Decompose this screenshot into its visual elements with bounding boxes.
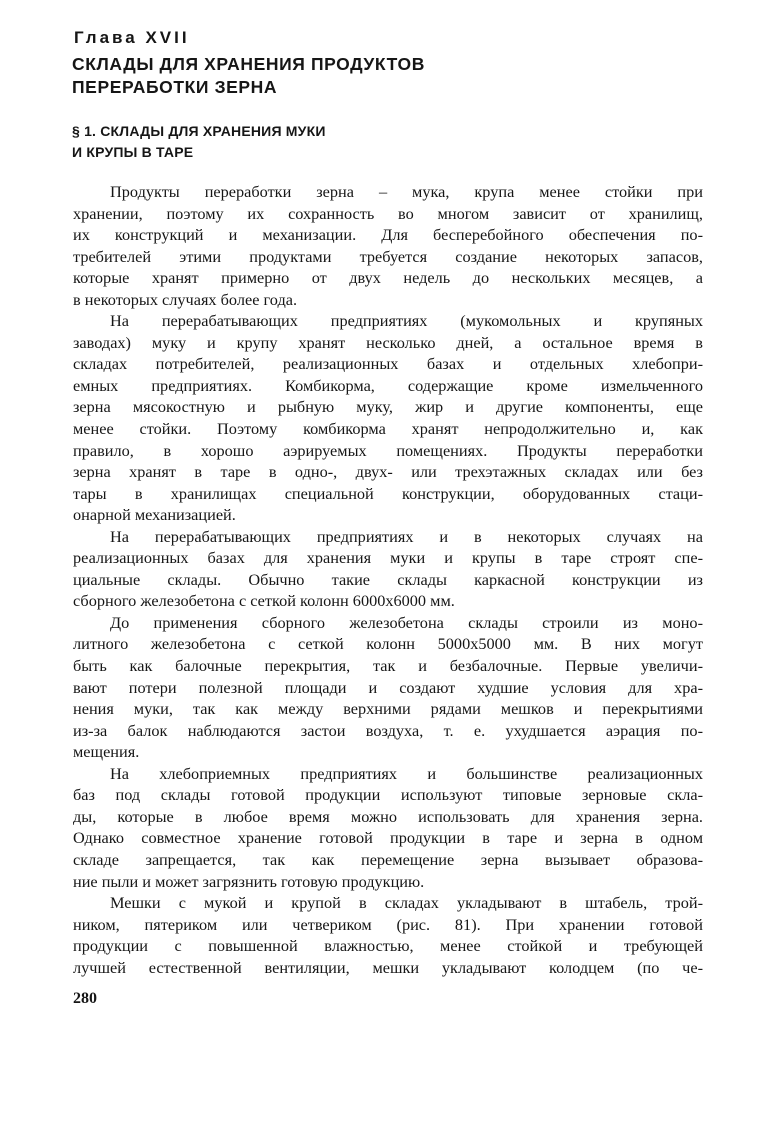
text-line: ником, пятериком или четвериком (рис. 81). При хранении готовой [73,914,703,934]
text-line: которые хранят примерно от двух недель до нескольких месяцев, а [73,268,703,288]
section-title-line: И КРУПЫ В ТАРЕ [72,144,194,160]
paragraph [73,763,703,892]
text-line: Мешки с мукой и крупой в складах укладывают в штабель, трой- [110,893,703,913]
text-line: менее стойки. Поэтому комбикорма хранят непродолжительно и, как [73,419,703,439]
chapter-title [72,53,632,99]
text-line: хранении, поэтому их сохранность во многом зависит от хранилищ, [73,203,703,223]
text-line: продукции с повышенной влажностью, менее стойкой и требующей [73,936,703,956]
text-line: мещения. [73,742,140,762]
text-line: складах потребителей, реализационных базах и отдельных хлебопри- [73,354,703,374]
body-text [73,181,703,978]
text-line: На хлебоприемных предприятиях и большинстве реализационных [110,763,703,783]
paragraph [73,181,703,310]
chapter-label: Глава XVII [74,28,190,47]
section-title [72,121,632,163]
paragraph [73,310,703,525]
text-line: требителей этими продуктами требуется создание некоторых запасов, [73,246,703,266]
section-title-line: § 1. СКЛАДЫ ДЛЯ ХРАНЕНИЯ МУКИ [72,123,326,139]
text-line: из-за балок наблюдаются застои воздуха, т. е. ухудшается аэрация по- [73,720,703,740]
text-line: тары в хранилищах специальной конструкции, оборудованных стаци- [73,483,703,503]
chapter-title-line: ПЕРЕРАБОТКИ ЗЕРНА [72,77,278,97]
text-line: ды, которые в любое время можно использовать для хранения зерна. [73,806,703,826]
text-line: Продукты переработки зерна – мука, крупа менее стойки при [110,182,703,201]
chapter-title-line: СКЛАДЫ ДЛЯ ХРАНЕНИЯ ПРОДУКТОВ [72,54,425,74]
paragraph [73,526,703,612]
text-line: складе запрещается, так как перемещение зерна вызывает образова- [73,849,703,869]
paragraph [73,892,703,978]
text-line: На перерабатывающих предприятиях (мукомольных и крупяных [110,311,703,331]
text-line: в некоторых случаях более года. [73,289,298,309]
text-line: правило, в хорошо аэрируемых помещениях. Продукты переработки [73,440,703,460]
text-line: быть как балочные перекрытия, так и безбалочные. Первые увеличи- [73,656,703,676]
text-line: циальные склады. Обычно такие склады каркасной конструкции из [73,569,703,589]
paragraph [73,612,703,763]
text-line: заводах) муку и крупу хранят несколько дней, а остальное время в [73,332,703,352]
text-line: нения муки, так как между верхними рядами мешков и перекрытиями [73,699,703,719]
text-line: баз под склады готовой продукции используют типовые зерновые скла- [73,785,703,805]
page-number: 280 [73,990,97,1007]
text-line: Однако совместное хранение готовой продукции в таре и зерна в одном [73,828,703,848]
text-line: ние пыли и может загрязнить готовую продукцию. [73,871,425,891]
text-line: зерна мясокостную и рыбную муку, жир и другие компоненты, еще [73,397,703,417]
text-line: вают потери полезной площади и создают худшие условия для хра- [73,677,703,697]
text-line: емных предприятиях. Комбикорма, содержащие кроме измельченного [73,375,703,395]
text-line: На перерабатывающих предприятиях и в некоторых случаях на [110,526,703,546]
text-line: реализационных базах для хранения муки и крупы в таре строят спе- [73,548,703,568]
text-line: сборного железобетона с сеткой колонн 6000х6000 мм. [73,591,455,611]
text-line: их конструкций и механизации. Для бесперебойного обеспечения по- [73,225,703,245]
text-line: лучшей естественной вентиляции, мешки укладывают колодцем (по че- [73,957,703,977]
text-line: зерна хранят в таре в одно-, двух- или трехэтажных складах или без [73,462,703,482]
text-line: До применения сборного железобетона склады строили из моно- [110,612,703,632]
text-line: литного железобетона с сеткой колонн 5000х5000 мм. В них могут [73,634,703,654]
text-line: онарной механизацией. [73,505,236,525]
